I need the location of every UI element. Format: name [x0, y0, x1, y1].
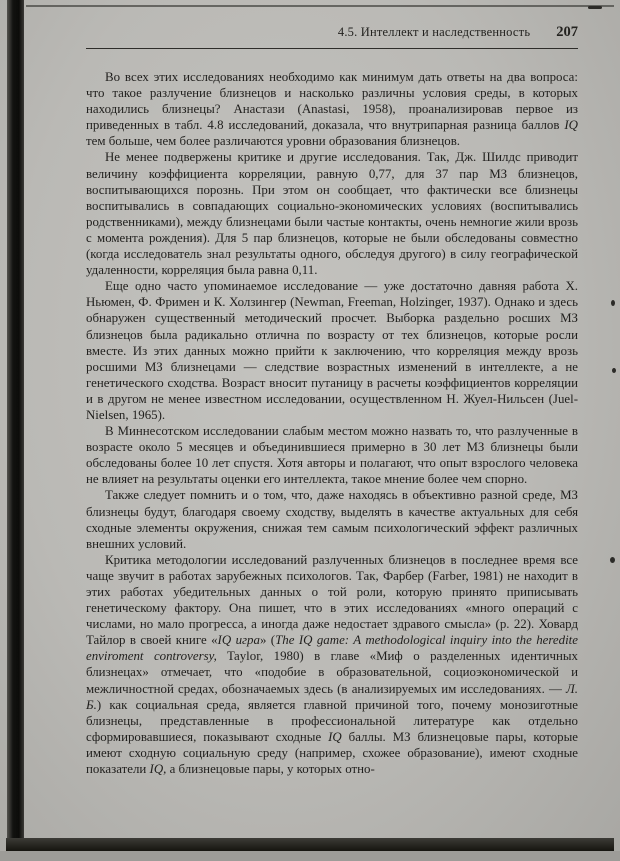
- scan-artifact: [610, 557, 615, 563]
- book-edge-shadow-left: [7, 0, 24, 852]
- page-content: [86, 24, 578, 777]
- paragraph: Критика методологии исследований разлученных близнецов в последнее время все чаще звучит в работах зарубежных психологов. Так, Фарбер (Farber, 1981) не находит в этих работах убедительных данных о той роли, которую принято приписывать генетическому фактору. Она пишет, что в этих исследованиях «много операций с числами, но мало прогресса, а иногда даже недостает здравого смысла» (р. 22). Ховард Тайлор в своей книге «IQ игра» (The IQ game: A methodological inquiry into the heredite enviroment controversy, Taylor, 1980) в главе «Миф о разделенных идентичных близнецах» отмечает, что «подобие в образовательной, социоэкономической и межличностной средах, обозначаемых здесь (в анализируемых им исследованиях. — Л. Б.) как социальная среда, является главной причиной того, почему монозиготные близнецы, представленные в профессиональной литературе как отдельно сформировавшиеся, показывают сходные IQ баллы. МЗ близнецовые пары, которые имеют сходную социальную среду (например, схожее образование), имеют сходные показатели IQ, а близнецовые пары, у которых отно-: [86, 552, 578, 777]
- paragraph: Еще одно часто упоминаемое исследование — уже достаточно давняя работа Х. Ньюмен, Ф. Фримен и К. Холзингер (Newman, Freeman, Holzinger, 1937). Однако и здесь обнаружен существенный методический просчет. Выборка раздельно росших МЗ близнецов была радикально отлична по возрасту от тех близнецов, которые росли вместе. Из этих данных можно прийти к заключению, что корреляция между врозь росшими МЗ близнецами — следствие возрастных изменений в интеллекте, а не генетического сходства. Возраст вносит путаницу в расчеты коэффициентов корреляции и в другом не менее известном исследовании, осуществленном Н. Жуел-Нильсен (Juel-Nielsen, 1965).: [86, 279, 578, 422]
- page-number: 207: [556, 24, 578, 40]
- header-rule: [86, 48, 578, 49]
- scan-edge-bottom: [6, 838, 614, 851]
- paragraph: Не менее подвержены критике и другие исследования. Так, Дж. Шилдс приводит величину коэффициента корреляции, равную 0,77, для 37 пар МЗ близнецов, воспитывающихся порознь. При этом он сообщает, что фактически все близнецы воспитывались в совпадающих социально-экономических условиях (воспитывались родственниками), между близнецами были частые контакты, очень немногие жили врозь с момента рождения). Для 5 пар близнецов, которые не были обследованы совместно (когда исследователь знал результаты одного, обследуя другого) в силу географической удаленности, корреляция была равна 0,11.: [86, 150, 578, 278]
- scan-artifact: [588, 6, 602, 9]
- paragraph: Также следует помнить и о том, что, даже находясь в объективно разной среде, МЗ близнецы будут, благодаря своему сходству, выделять в качестве актуальных для себя сходные элементы окружения, снижая тем самым психологический эффект различных внешних условий.: [86, 488, 578, 551]
- paragraph: В Миннесотском исследовании слабым местом можно назвать то, что разлученные в возрасте около 5 месяцев и объединившиеся примерно в 30 лет МЗ близнецы были обследованы более 10 лет спустя. Хотя авторы и полагают, что опыт взрослого человека не влияет на результаты оценки его интеллекта, такое мнение более чем спорно.: [86, 424, 578, 487]
- paragraph: Во всех этих исследованиях необходимо как минимум дать ответы на два вопроса: что такое разлучение близнецов и насколько различны условия среды, в которых находились близнецы? Анастази (Anastasi, 1958), проанализировав первое из приведенных в табл. 4.8 исследований, доказала, что внутрипарная разница баллов IQ тем больше, чем более различаются уровни образования близнецов.: [86, 70, 578, 149]
- scan-artifact: [612, 368, 616, 373]
- scan-edge-top: [26, 5, 614, 7]
- running-header: [86, 24, 578, 41]
- section-title: 4.5. Интеллект и наследственность: [337, 25, 531, 39]
- scan-edge-bottom-fade: [0, 851, 620, 861]
- body-text: [86, 69, 578, 777]
- scan-artifact: [611, 300, 615, 306]
